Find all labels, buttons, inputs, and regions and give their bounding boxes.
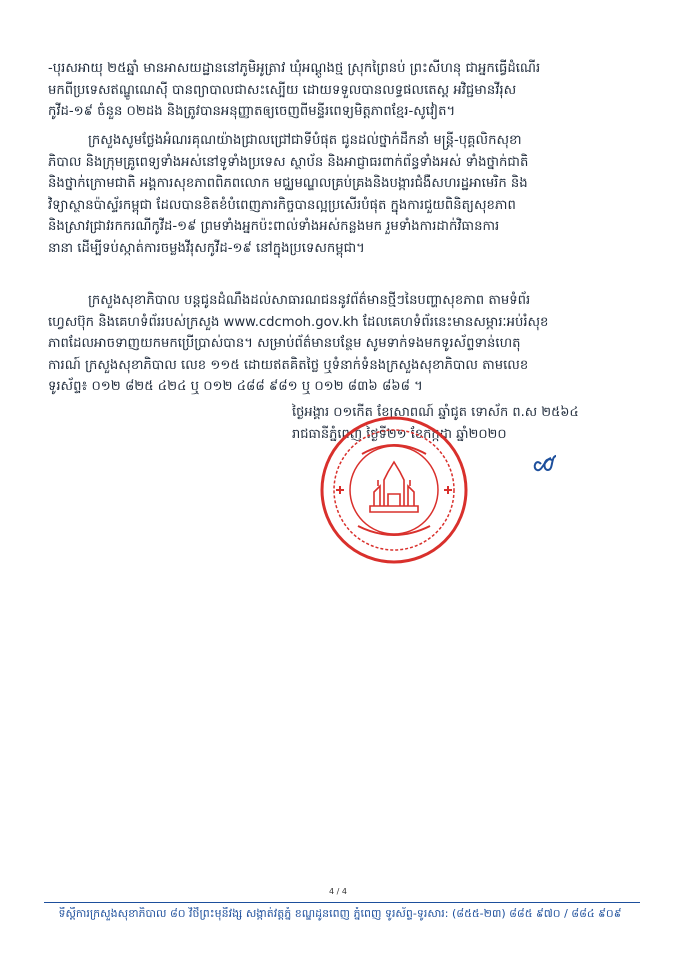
text-line: កូវីដ-១៩ ចំនួន ០២ដង និងត្រូវបានអនុញ្ញាតឲ្យចេញពីមន្ទីរពេទ្យមិត្តភាពខ្មែរ-សូវៀត។ (48, 104, 456, 119)
paragraph-gratitude (48, 130, 636, 259)
text-line: ក្រសួងសុខាភិបាល បន្តជូនដំណឹងដល់សាធារណជននូវព័ត៌មានថ្មីៗនៃបញ្ហាសុខភាព តាមទំព័រ (88, 293, 531, 308)
text-line: និងស្រាវជ្រាវរកករណីកូវីដ-១៩ ព្រមទាំងអ្នកប៉ះពាល់ទាំងអស់កន្លងមក រួមទាំងការដាក់វិធានការ (48, 219, 500, 234)
text-line: ហ្វេសប៊ុក និងគេហទំព័ររបស់ក្រសួង www.cdcmoh.gov.kh ដែលគេហទំព័រនេះមានសម្ភារៈអប់រំសុខ (48, 314, 549, 330)
text-line: ភិបាល និងក្រុមគ្រូពេទ្យទាំងអស់នៅទូទាំងប្រទេស ស្ថាប័ន និងអាជ្ញាធរពាក់ព័ន្ធទាំងអស់ ទាំងថ្នាក់ជាតិ (48, 154, 529, 170)
footer-address: ទីស្តីការក្រសួងសុខាភិបាល ៨០ វិថីព្រះមុនីវង្ស សង្កាត់វត្តភ្នំ ខណ្ឌដូនពេញ ភ្នំពេញ ទូរស័ព្ទ-ទូរសារ: (៨៥៥-២៣) ៨៨៥ ៩៧០ / ៨៨៤ ៩០៩ (58, 907, 622, 920)
lunar-date-line: ថ្ងៃអង្គារ ០១កើត ខែស្រាពណ៍ ឆ្នាំជូត ទោស័ក ព.ស ២៥៦៤ (292, 405, 579, 420)
page-number: 4 / 4 (329, 887, 347, 896)
text-line: ការណ៍ ក្រសួងសុខាភិបាល លេខ ១១៥ ដោយឥតគិតថ្លៃ ឬទំនាក់ទំនងក្រសួងសុខាភិបាល តាមលេខ (48, 357, 529, 373)
gregorian-date-line: រាជធានីភ្នំពេញ ថ្ងៃទី២១ ខែកក្កដា ឆ្នាំ២០២០ (292, 427, 507, 442)
text-line: និងថ្នាក់ក្រោមជាតិ អង្គការសុខភាពពិភពលោក មជ្ឈមណ្ឌលគ្រប់គ្រងនិងបង្ការជំងឺសហរដ្ឋអាមេរិក និង (48, 176, 528, 191)
text-line: នានា ដើម្បីទប់ស្កាត់ការចម្លងវីរុសកូវីដ-១៩ នៅក្នុងប្រទេសកម្ពុជា។ (48, 240, 365, 256)
text-line: ទូរស័ព្ទ៖ ០១២ ៨២៥ ៤២៤ ឬ ០១២ ៤៨៨ ៩៨១ ឬ ០១២ ៨៣៦ ៨៦៨ ។ (48, 379, 423, 394)
signature (336, 430, 556, 500)
paragraph-patient-recovery (48, 58, 636, 123)
text-line: ក្រសួងសូមថ្លែងអំណរគុណយ៉ាងជ្រាលជ្រៅជាទីបំផុត ជូនដល់ថ្នាក់ដឹកនាំ មន្ត្រី-បុគ្គលិកសុខា (88, 133, 522, 148)
text-line: មកពីប្រទេសឥណ្ឌូណេស៊ី បានព្យាបាលជាសះស្បើយ ដោយទទួលបានលទ្ធផលតេស្ត អវិជ្ជមានវីរុស (48, 82, 517, 98)
footer-divider (44, 902, 640, 903)
text-line: វិទ្យាស្ថានប៉ាស្ទ័រកម្ពុជា ដែលបានខិតខំបំពេញភារកិច្ចបានល្អប្រសើរបំផុត ក្នុងការជួយពិនិត្យសុខភាព (48, 197, 516, 213)
text-line: ភាពដែលអាចទាញយកមកប្រើប្រាស់បាន។ សម្រាប់ព័ត៌មានបន្ថែម សូមទាក់ទងមកទូរស័ព្ទទាន់ហេតុ (48, 336, 521, 351)
text-line: -បុរសអាយុ ២៥ឆ្នាំ មានអាសយដ្ឋាននៅភូមិអូត្រាវ ឃុំអណ្ដូងថ្ម ស្រុកព្រៃនប់ ព្រះសីហនុ ជាអ្នកធ្វើដំណើរ (48, 61, 541, 76)
paragraph-contact-info (48, 290, 636, 398)
